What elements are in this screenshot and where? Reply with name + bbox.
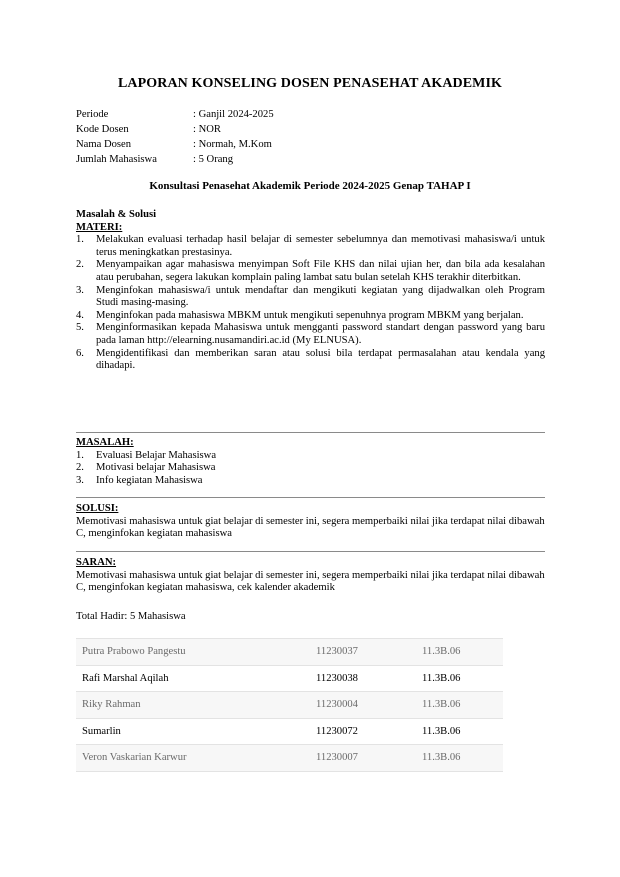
list-item: 1. Melakukan evaluasi terhadap hasil belajar di semester sebelumnya dan memotivasi mahasiswa/i untuk terus meningkatkan prestasinya. xyxy=(76,234,545,258)
report-subtitle: Konsultasi Penasehat Akademik Periode 2024-2025 Genap TAHAP I xyxy=(149,180,471,192)
section-divider xyxy=(76,551,545,552)
list-item: 6. Mengidentifikasi dan memberikan saran atau solusi bila terdapat permasalahan atau kendala yang dihadapi. xyxy=(76,347,545,372)
list-item: 5. Menginformasikan kepada Mahasiswa untuk mengganti password standart dengan password yang baru pada laman http://elearning.nusamandiri.ac.id (My ELNUSA). xyxy=(76,322,545,346)
meta-label: Nama Dosen xyxy=(76,139,132,150)
report-title: LAPORAN KONSELING DOSEN PENASEHAT AKADEMIK xyxy=(117,76,503,91)
saran-section xyxy=(76,557,545,595)
total-hadir: Total Hadir: 5 Mahasiswa xyxy=(76,611,186,622)
list-item: 2. Menyampaikan agar mahasiswa menyimpan Soft File KHS dan nilai ujian her, dan bila ada kesalahan atau perubahan, segera lakukan komplain paling lambat satu bulan setelah KHS terakhir diterbitkan. xyxy=(76,259,545,283)
table-row xyxy=(76,692,503,719)
table-row xyxy=(76,665,503,692)
meta-value: : Ganjil 2024-2025 xyxy=(193,109,274,120)
report-meta xyxy=(76,107,274,167)
meta-row-jumlah-mahasiswa xyxy=(76,152,274,167)
student-class: 11.3B.06 xyxy=(416,665,503,692)
list-item: 2. Motivasi belajar Mahasiswa xyxy=(76,462,216,474)
masalah-label: MASALAH: xyxy=(76,437,134,448)
masalah-list xyxy=(76,450,545,488)
student-class: 11.3B.06 xyxy=(416,745,503,772)
section-divider xyxy=(76,432,545,433)
student-name: Rafi Marshal Aqilah xyxy=(76,665,310,692)
saran-label: SARAN: xyxy=(76,557,117,568)
meta-value: : Normah, M.Kom xyxy=(193,139,272,150)
list-item: 1. Evaluasi Belajar Mahasiswa xyxy=(76,449,217,461)
list-item: 4. Menginfokan pada mahasiswa MBKM untuk mengikuti sepenuhnya program MBKM yang berjalan. xyxy=(76,309,524,321)
list-item: 3. Info kegiatan Mahasiswa xyxy=(76,474,203,486)
student-nim: 11230072 xyxy=(310,718,416,745)
student-name: Putra Prabowo Pangestu xyxy=(76,639,310,666)
student-name: Riky Rahman xyxy=(76,692,310,719)
solusi-section xyxy=(76,503,545,541)
materi-list xyxy=(76,234,545,373)
student-nim: 11230038 xyxy=(310,665,416,692)
student-nim: 11230007 xyxy=(310,745,416,772)
solusi-label: SOLUSI: xyxy=(76,503,119,514)
meta-row-nama-dosen xyxy=(76,137,274,152)
student-class: 11.3B.06 xyxy=(416,639,503,666)
materi-label: MATERI: xyxy=(76,221,123,233)
saran-text: Memotivasi mahasiswa untuk giat belajar di semester ini, segera memperbaiki nilai jika terdapat nilai dibawah C, menginfokan kegiatan mahasiswa, cek kalender akademik xyxy=(76,569,545,594)
solusi-text: Memotivasi mahasiswa untuk giat belajar di semester ini, segera memperbaiki nilai jika terdapat nilai dibawah C, menginfokan kegiatan mahasiswa xyxy=(76,515,545,540)
table-row xyxy=(76,745,503,772)
meta-value: : 5 Orang xyxy=(193,154,234,165)
section-divider xyxy=(76,497,545,498)
masalah-section xyxy=(76,437,545,487)
meta-value: : NOR xyxy=(193,124,221,135)
student-name: Sumarlin xyxy=(76,718,310,745)
meta-row-kode-dosen xyxy=(76,122,274,137)
meta-row-periode xyxy=(76,107,274,122)
student-class: 11.3B.06 xyxy=(416,692,503,719)
list-item: 3. Menginfokan mahasiswa/i untuk mendaftar dan mengikuti kegiatan yang dijadwalkan oleh Program Studi masing-masing. xyxy=(76,284,545,309)
student-name: Veron Vaskarian Karwur xyxy=(76,745,310,772)
student-nim: 11230037 xyxy=(310,639,416,666)
materi-section xyxy=(76,209,545,373)
student-nim: 11230004 xyxy=(310,692,416,719)
meta-label: Jumlah Mahasiswa xyxy=(76,154,157,165)
student-class: 11.3B.06 xyxy=(416,718,503,745)
meta-label: Kode Dosen xyxy=(76,124,129,135)
table-row xyxy=(76,639,503,666)
table-row xyxy=(76,718,503,745)
masalah-solusi-heading: Masalah & Solusi xyxy=(76,209,157,220)
meta-label: Periode xyxy=(76,109,109,120)
attendance-table xyxy=(76,638,503,772)
